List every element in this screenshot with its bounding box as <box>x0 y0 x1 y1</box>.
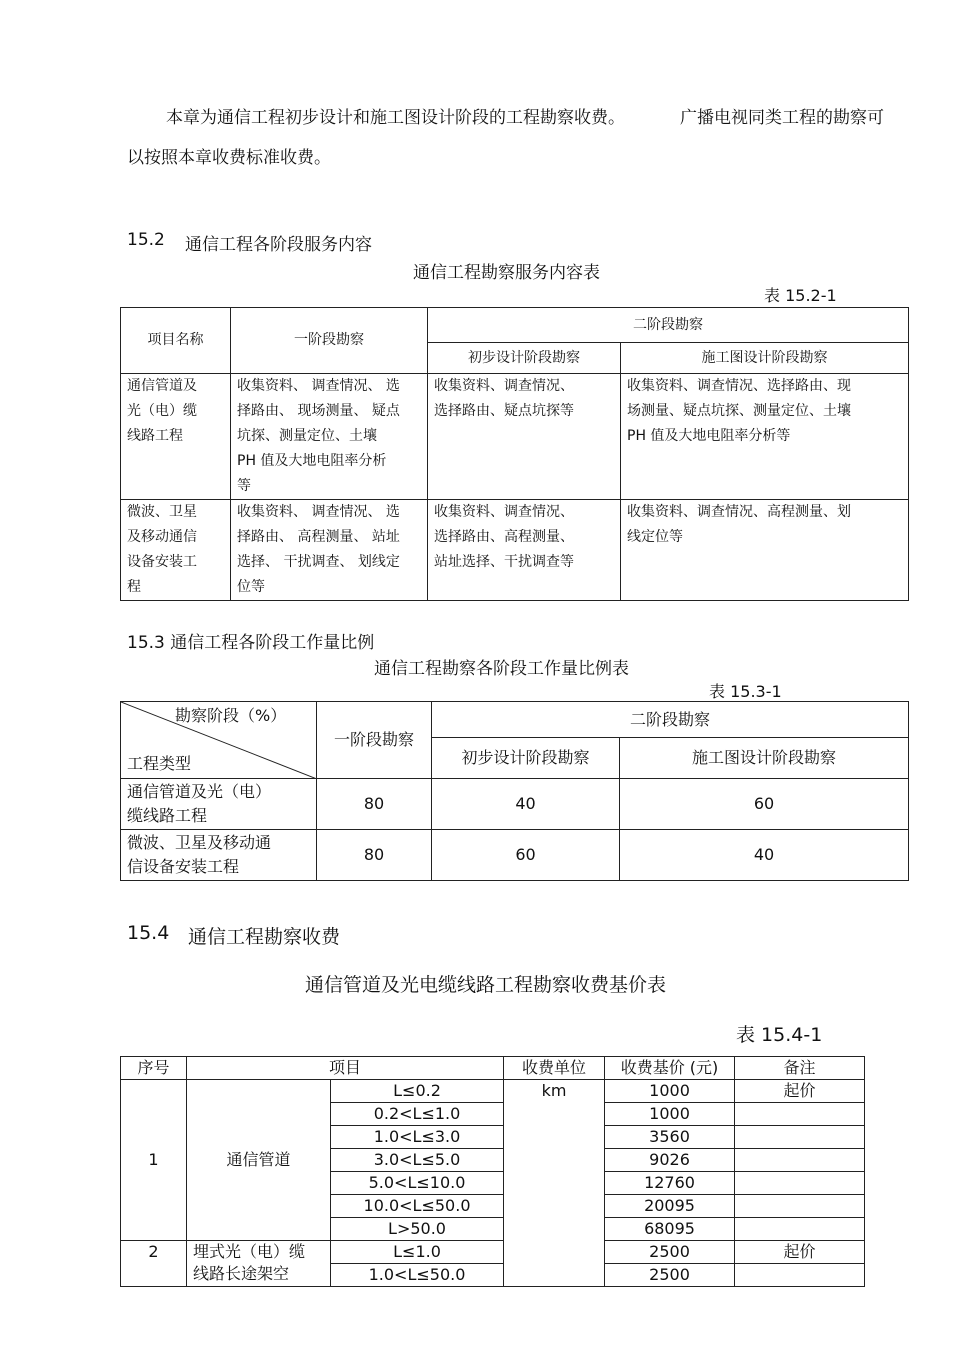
header-construct: 施工图设计阶段勘察 <box>621 343 909 374</box>
row-2-name <box>121 830 317 881</box>
text-line: 埋式光（电）缆 <box>193 1242 306 1261</box>
text-line: 及移动通信 <box>127 529 197 545</box>
row-1-prelim: 40 <box>432 779 620 830</box>
text-line: 选择路由、疑点坑探等 <box>434 403 574 419</box>
section-15-2-number: 15.2 <box>127 230 165 250</box>
text-line: 微波、卫星及移动通 <box>127 833 272 852</box>
table-row <box>121 1241 865 1264</box>
header-seq: 序号 <box>121 1057 187 1080</box>
text-line: 线路工程 <box>127 428 183 444</box>
text-line: 站址选择、干扰调查等 <box>434 554 574 570</box>
diagonal-bottom-label: 工程类型 <box>127 754 192 773</box>
text-line: 场测量、疑点坑探、测量定位、土壤 <box>627 403 851 419</box>
range-cell: 5.0<L≤10.0 <box>331 1172 504 1195</box>
group-2-name <box>187 1241 331 1287</box>
fee-base-price-table <box>120 1056 865 1287</box>
range-cell: L>50.0 <box>331 1218 504 1241</box>
section-15-4-title: 通信工程勘察收费 <box>188 926 341 948</box>
intro-line-1b: 广播电视同类工程的勘察可 <box>680 108 884 128</box>
header-unit: 收费单位 <box>504 1057 605 1080</box>
table-row <box>121 1080 865 1103</box>
text-line: 收集资料、调查情况、 <box>434 378 574 394</box>
text-line: 线路长途架空 <box>193 1264 290 1283</box>
row-1-name <box>121 779 317 830</box>
text-line: 程 <box>127 579 141 595</box>
text-line: 收集资料、调查情况、 <box>434 504 574 520</box>
range-cell: 3.0<L≤5.0 <box>331 1149 504 1172</box>
text-line: 等 <box>237 478 251 494</box>
text-line: PH 值及大地电阻率分析 <box>237 453 387 469</box>
table-15-4-caption: 通信管道及光电缆线路工程勘察收费基价表 <box>305 974 667 996</box>
text-line: 选择路由、高程测量、 <box>434 529 574 545</box>
row-2-construct <box>621 500 909 601</box>
header-prelim: 初步设计阶段勘察 <box>432 738 620 779</box>
text-line: 微波、卫星 <box>127 504 197 520</box>
header-two-stage: 二阶段勘察 <box>432 702 909 738</box>
price-cell: 68095 <box>605 1218 735 1241</box>
table-row <box>121 374 909 500</box>
row-1-one-stage <box>231 374 428 500</box>
group-1-name: 通信管道 <box>187 1080 331 1241</box>
text-line: 信设备安装工程 <box>127 857 240 876</box>
price-cell: 1000 <box>605 1103 735 1126</box>
text-line: 择路由、 高程测量、 站址 <box>237 529 400 545</box>
header-construct: 施工图设计阶段勘察 <box>620 738 909 779</box>
header-prelim: 初步设计阶段勘察 <box>428 343 621 374</box>
row-2-prelim <box>428 500 621 601</box>
header-note: 备注 <box>735 1057 865 1080</box>
row-1-name <box>121 374 231 500</box>
note-cell <box>735 1126 865 1149</box>
price-cell: 3560 <box>605 1126 735 1149</box>
header-price: 收费基价 (元) <box>605 1057 735 1080</box>
table-15-3-number: 表 15.3-1 <box>709 682 782 701</box>
row-2-name <box>121 500 231 601</box>
table-row <box>121 779 909 830</box>
row-2-prelim: 60 <box>432 830 620 881</box>
note-cell <box>735 1149 865 1172</box>
section-15-2-title: 通信工程各阶段服务内容 <box>185 235 372 255</box>
row-2-construct: 40 <box>620 830 909 881</box>
text-line: 通信管道及光（电） <box>127 782 272 801</box>
table-row <box>121 830 909 881</box>
table-15-3-caption: 通信工程勘察各阶段工作量比例表 <box>374 659 629 679</box>
header-one-stage: 一阶段勘察 <box>231 308 428 374</box>
range-cell: 1.0<L≤50.0 <box>331 1264 504 1287</box>
note-cell: 起价 <box>735 1080 865 1103</box>
group-1-seq: 1 <box>121 1080 187 1241</box>
section-15-3-title: 15.3 通信工程各阶段工作量比例 <box>127 633 375 653</box>
text-line: 坑探、测量定位、土壤 <box>237 428 377 444</box>
text-line: 线定位等 <box>627 529 683 545</box>
intro-line-1a: 本章为通信工程初步设计和施工图设计阶段的工程勘察收费。 <box>166 108 625 128</box>
range-cell: 1.0<L≤3.0 <box>331 1126 504 1149</box>
price-cell: 20095 <box>605 1195 735 1218</box>
workload-ratio-table <box>120 701 909 881</box>
service-content-table <box>120 307 909 601</box>
diagonal-top-label: 勘察阶段（%） <box>175 706 287 725</box>
intro-line-2: 以按照本章收费标准收费。 <box>127 148 331 168</box>
header-two-stage: 二阶段勘察 <box>428 308 909 343</box>
diagonal-header-cell <box>121 702 317 779</box>
table-15-2-number: 表 15.2-1 <box>764 286 837 305</box>
note-cell <box>735 1218 865 1241</box>
group-2-seq: 2 <box>121 1241 187 1287</box>
note-cell <box>735 1264 865 1287</box>
row-1-construct: 60 <box>620 779 909 830</box>
row-1-construct <box>621 374 909 500</box>
note-cell <box>735 1195 865 1218</box>
text-line: 收集资料、调查情况、选择路由、现 <box>627 378 851 394</box>
row-2-one-stage <box>231 500 428 601</box>
row-2-one-stage: 80 <box>317 830 432 881</box>
text-line: 通信管道及 <box>127 378 197 394</box>
text-line: 择路由、 现场测量、 疑点 <box>237 403 400 419</box>
text-line: PH 值及大地电阻率分析等 <box>627 428 791 444</box>
text-line: 收集资料、调查情况、高程测量、划 <box>627 504 851 520</box>
range-cell: L≤0.2 <box>331 1080 504 1103</box>
note-cell <box>735 1172 865 1195</box>
row-1-one-stage: 80 <box>317 779 432 830</box>
table-15-2-caption: 通信工程勘察服务内容表 <box>413 263 600 283</box>
text-line: 收集资料、 调查情况、 选 <box>237 378 400 394</box>
header-item-name: 项目名称 <box>121 308 231 374</box>
text-line: 收集资料、 调查情况、 选 <box>237 504 400 520</box>
note-cell <box>735 1103 865 1126</box>
text-line: 位等 <box>237 579 265 595</box>
price-cell: 2500 <box>605 1264 735 1287</box>
note-cell: 起价 <box>735 1241 865 1264</box>
header-item: 项目 <box>187 1057 504 1080</box>
table-15-4-number: 表 15.4-1 <box>736 1024 823 1046</box>
text-line: 选择、 干扰调查、 划线定 <box>237 554 400 570</box>
price-cell: 1000 <box>605 1080 735 1103</box>
price-cell: 2500 <box>605 1241 735 1264</box>
text-line: 设备安装工 <box>127 554 197 570</box>
price-cell: 9026 <box>605 1149 735 1172</box>
price-cell: 12760 <box>605 1172 735 1195</box>
unit-cell: km <box>504 1080 605 1287</box>
header-one-stage: 一阶段勘察 <box>317 702 432 779</box>
text-line: 缆线路工程 <box>127 806 208 825</box>
text-line: 光（电）缆 <box>127 403 197 419</box>
section-15-4-number: 15.4 <box>127 922 170 944</box>
range-cell: 10.0<L≤50.0 <box>331 1195 504 1218</box>
range-cell: 0.2<L≤1.0 <box>331 1103 504 1126</box>
range-cell: L≤1.0 <box>331 1241 504 1264</box>
row-1-prelim <box>428 374 621 500</box>
table-row <box>121 500 909 601</box>
